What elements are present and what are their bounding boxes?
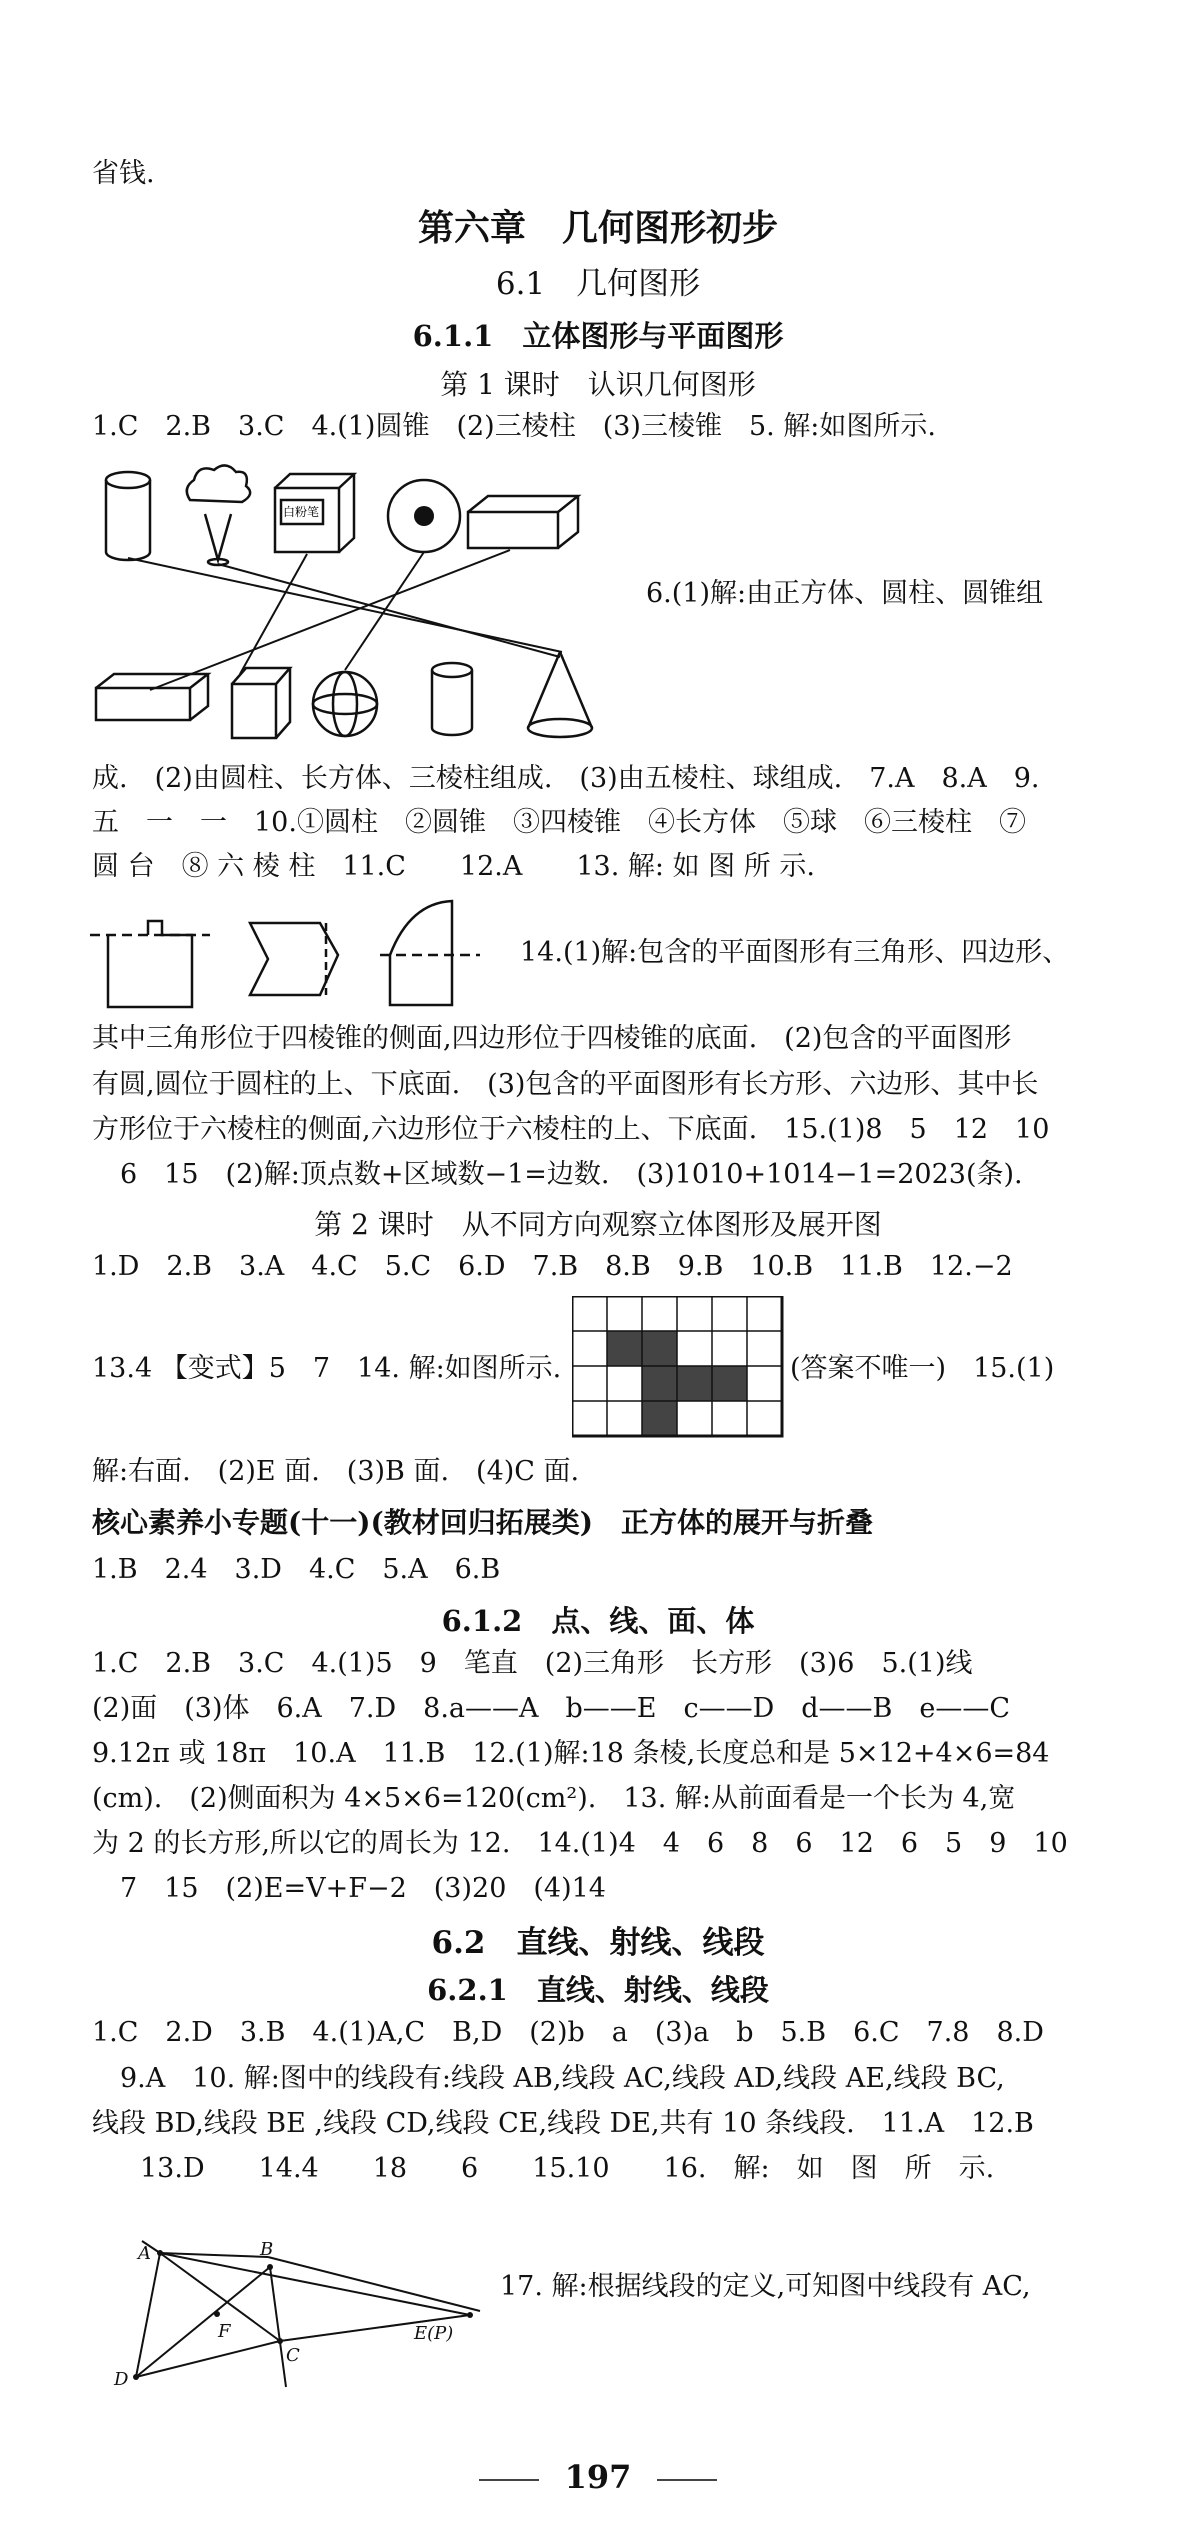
text-line: 为 2 的长方形,所以它的周长为 12. 14.(1)4 4 6 8 6 12 6 5 9 10 [92,1828,1068,1859]
text-line: 9.12π 或 18π 10.A 11.B 12.(1)解:18 条棱,长度总和是 5×12+4×6=84 [92,1738,1050,1769]
chapter-title: 第六章 几何图形初步 [417,208,778,249]
cube-net-grid-figure [572,1296,786,1440]
text-line: (2)面 (3)体 6.A 7.D 8.a——A b——E c——D d——B e——C [92,1693,1011,1724]
page-number: 197 [0,2458,1196,2496]
text-line: 圆 台 ⑧ 六 棱 柱 11.C 12.A 13. 解: 如 图 所 示. [92,851,815,882]
text-line: 14.(1)解:包含的平面图形有三角形、四边形、 [520,937,1070,968]
point-label-d: D [114,2369,129,2390]
point-label-f: F [218,2321,231,2342]
text-line: 省钱. [92,158,155,189]
objects-solids-figure [90,452,630,752]
point-label-b: B [260,2239,274,2260]
text-line: 13.4 【变式】5 7 14. 解:如图所示. [92,1353,562,1384]
point-label-e: E(P) [414,2323,454,2344]
text-line: 17. 解:根据线段的定义,可知图中线段有 AC, [500,2271,1031,2302]
subsection-title: 6.1.1 立体图形与平面图形 [412,319,784,353]
subsection-title: 6.2.1 直线、射线、线段 [427,1973,769,2007]
plane-shapes-figure [90,895,510,1015]
text-line: 其中三角形位于四棱锥的侧面,四边形位于四棱锥的底面. (2)包含的平面图形 [92,1023,1012,1054]
lesson-title: 第 1 课时 认识几何图形 [440,368,756,401]
text-line: 1.B 2.4 3.D 4.C 5.A 6.B [92,1554,501,1585]
text-line: 有圆,圆位于圆柱的上、下底面. (3)包含的平面图形有长方形、六边形、其中长 [92,1069,1039,1100]
point-label-c: C [286,2345,300,2366]
subsection-title: 6.1.2 点、线、面、体 [441,1604,755,1638]
text-line: 1.D 2.B 3.A 4.C 5.C 6.D 7.B 8.B 9.B 10.B 11.B 12.−2 [92,1251,1013,1282]
text-line: 解:右面. (2)E 面. (3)B 面. (4)C 面. [92,1456,580,1487]
text-line: 成. (2)由圆柱、长方体、三棱柱组成. (3)由五棱柱、球组成. 7.A 8.A 9. [92,763,1040,794]
text-line: (答案不唯一) 15.(1) [790,1353,1055,1384]
chalk-box-label: 白粉笔 [283,505,320,519]
text-line: 1.C 2.D 3.B 4.(1)A,C B,D (2)b a (3)a b 5.B 6.C 7.8 8.D [92,2017,1044,2048]
point-label-a: A [138,2243,151,2264]
text-line: 线段 BD,线段 BE ,线段 CD,线段 CE,线段 DE,共有 10 条线段. 11.A 12.B [92,2108,1034,2139]
topic-title: 核心素养小专题(十一)(教材回归拓展类) 正方体的展开与折叠 [92,1506,873,1539]
text-line: 五 一 一 10.①圆柱 ②圆锥 ③四棱锥 ④长方体 ⑤球 ⑥三棱柱 ⑦ [92,807,1026,838]
text-line: 7 15 (2)E=V+F−2 (3)20 (4)14 [120,1873,606,1904]
section-title: 6.2 直线、射线、线段 [431,1925,765,1961]
segments-figure [100,2215,500,2395]
text-line: 方形位于六棱柱的侧面,六边形位于六棱柱的上、下底面. 15.(1)8 5 12 10 [92,1114,1050,1145]
text-line: 9.A 10. 解:图中的线段有:线段 AB,线段 AC,线段 AD,线段 AE,线段 BC, [120,2063,1005,2094]
text-line: 1.C 2.B 3.C 4.(1)5 9 笔直 (2)三角形 长方形 (3)6 5.(1)线 [92,1648,973,1679]
lesson-title: 第 2 课时 从不同方向观察立体图形及展开图 [314,1208,882,1241]
text-line: 6 15 (2)解:顶点数+区域数−1=边数. (3)1010+1014−1=2023(条). [120,1159,1023,1190]
text-line: 1.C 2.B 3.C 4.(1)圆锥 (2)三棱柱 (3)三棱锥 5. 解:如图所示. [92,411,936,442]
text-line: (cm). (2)侧面积为 4×5×6=120(cm²). 13. 解:从前面看是一个长为 4,宽 [92,1783,1016,1814]
text-line: 6.(1)解:由正方体、圆柱、圆锥组 [646,578,1044,609]
text-line: 13.D 14.4 18 6 15.10 16. 解: 如 图 所 示. [140,2153,995,2184]
section-title: 6.1 几何图形 [495,266,701,302]
